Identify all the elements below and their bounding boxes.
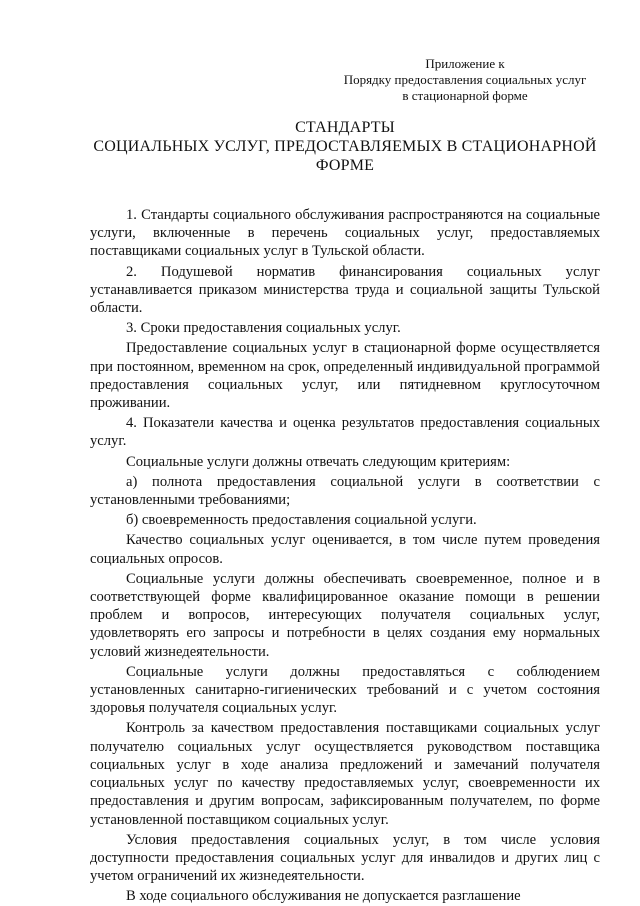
paragraph: В ходе социального обслуживания не допускается разглашение — [126, 888, 521, 905]
paragraph: 2. Подушевой норматив финансирования социальных услуг устанавливается приказом министерства труда и социальной защиты Тульской области. — [90, 263, 600, 317]
appendix-line-2: Порядку предоставления социальных услуг — [343, 72, 587, 87]
appendix-line-1: Приложение к — [425, 56, 505, 71]
paragraph: а) полнота предоставления социальной услуги в соответствии с установленными требованиями; — [90, 473, 600, 509]
paragraph: Социальные услуги должны отвечать следующим критериям: — [126, 453, 511, 470]
paragraph: Социальные услуги должны предоставляться с соблюдением установленных санитарно-гигиенических требований и с учетом состояния здоровья получателя социальных услуг. — [90, 663, 600, 717]
title-line-1: СТАНДАРТЫ — [295, 119, 395, 136]
paragraph: Предоставление социальных услуг в стационарной форме осуществляется при постоянном, временном на срок, определенный индивидуальной программой предоставления социальных услуг, или пятидневном круглосуточном проживании. — [90, 340, 600, 412]
paragraph: 1. Стандарты социального обслуживания распространяются на социальные услуги, включенные в перечень социальных услуг, предоставляемых поставщиками социальных услуг в Тульской области. — [90, 207, 600, 260]
paragraph: Условия предоставления социальных услуг, в том числе условия доступности предоставления социальных услуг для инвалидов и других лиц с учетом ограничений их жизнедеятельности. — [90, 831, 600, 885]
paragraph: Контроль за качеством предоставления поставщиками социальных услуг получателю социальных услуг осуществляется руководством поставщика социальных услуг в ходе анализа предложений и замечаний получателя социальных услуг по качеству предоставляемых услуг, своевременности их предоставления и другим вопросам, зафиксированным получателем, по форме установленной поставщиком социальных услуг. — [90, 720, 600, 828]
document-body — [90, 206, 600, 906]
paragraph: Социальные услуги должны обеспечивать своевременное, полное и в соответствующей форме квалифицированное оказание помощи в решении проблем и вопросов, интересующих получателя социальных услуг, удовлетворять его запросы и потребности в целях создания ему нормальных условий жизнедеятельности. — [90, 570, 600, 660]
document-title — [90, 118, 600, 175]
paragraph: 3. Сроки предоставления социальных услуг. — [126, 320, 401, 337]
title-line-2: СОЦИАЛЬНЫХ УСЛУГ, ПРЕДОСТАВЛЯЕМЫХ В СТАЦИОНАРНОЙ ФОРМЕ — [93, 138, 597, 174]
appendix-header — [330, 56, 600, 104]
appendix-line-3: в стационарной форме — [402, 88, 528, 103]
paragraph: б) своевременность предоставления социальной услуги. — [126, 512, 477, 529]
paragraph: Качество социальных услуг оценивается, в том числе путем проведения социальных опросов. — [90, 532, 600, 567]
paragraph: 4. Показатели качества и оценка результатов предоставления социальных услуг. — [90, 415, 600, 450]
